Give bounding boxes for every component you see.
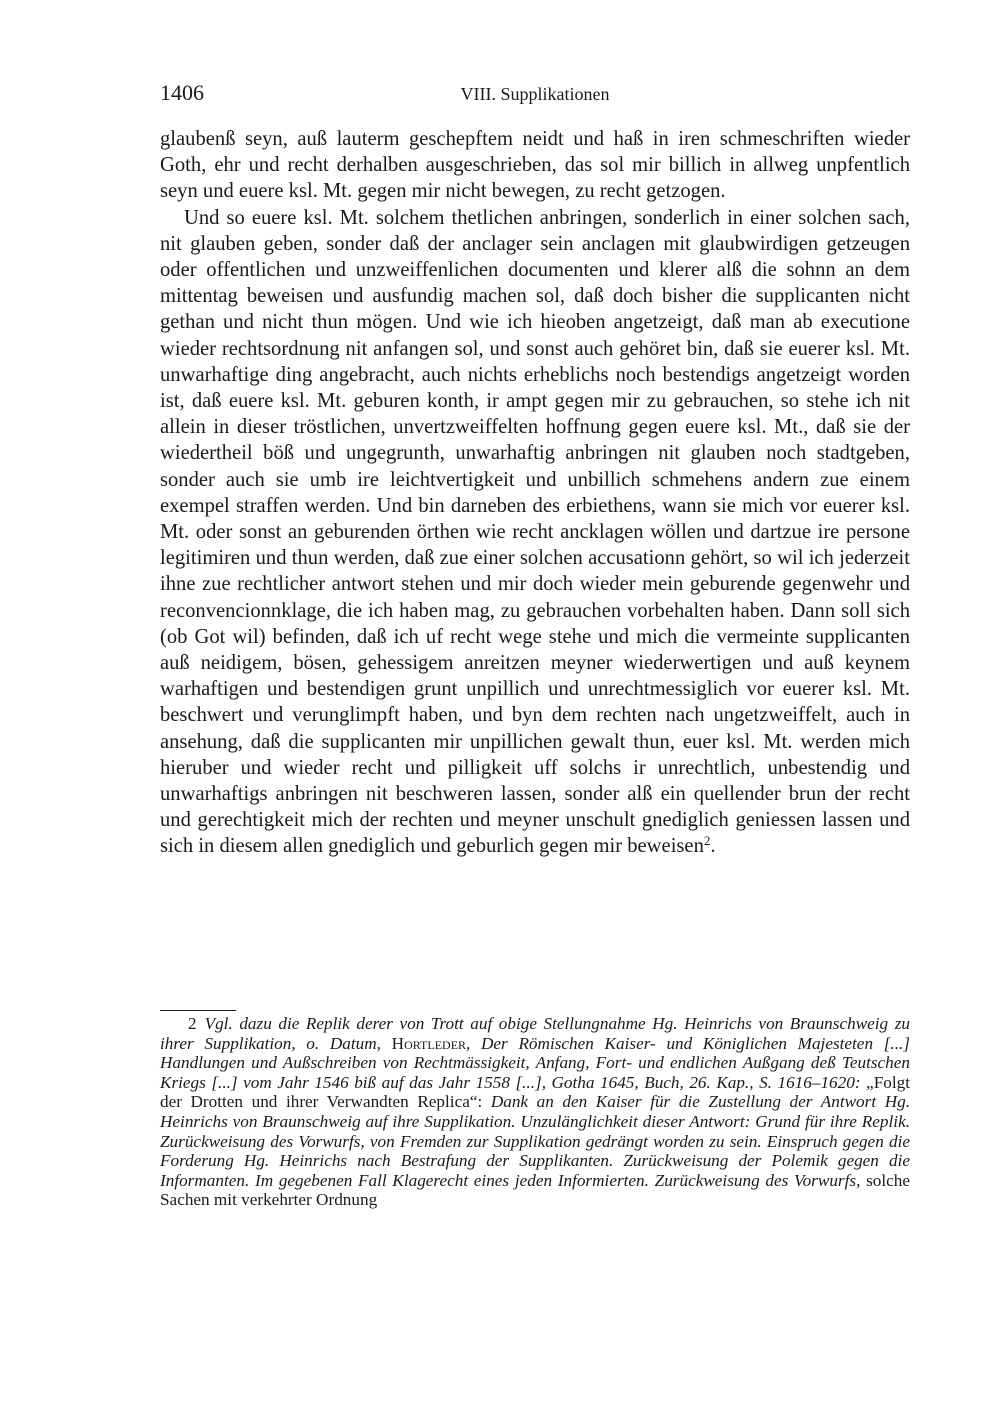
footnote-text-part4: solche Sachen mit verkehrter Ordnung xyxy=(160,1170,910,1210)
footnote-quote: „Folgt der Drotten und ihrer Verwandten Replica“: xyxy=(160,1072,910,1112)
footnotes xyxy=(160,1014,910,1210)
footnote-text-part3: Dank an den Kaiser für die Zustellung der Antwort Hg. Heinrichs von Braunschweig auf ihre Supplikation. Unzulänglichkeit dieser Antwort: Grund für ihre Replik. Zurückweisung des Vorwurfs, von Fremden zur Supplikation gedrängt worden zu sein. Einspruch gegen die Forderung Hg. Heinrichs nach Bestrafung der Supplikanten. Zurückweisung der Polemik gegen die Informanten. Im gegebenen Fall Klagerecht eines jeden Informierten. Zurückweisung des Vorwurfs, xyxy=(160,1092,910,1190)
running-head: VIII. Supplikationen xyxy=(460,84,610,104)
page-header xyxy=(160,80,910,110)
footnote-text-part2: , Der Römischen Kaiser- und Königlichen Majesteten [...] Handlungen und Außschreiben von Rechtmässigkeit, Anfang, Fort- und endlichen Außgang deß Teutschen Kriegs [...] vom Jahr 1546 biß auf das Jahr 1558 [...], Gotha 1645, Buch, 26. Kap., S. 1616–1620: xyxy=(160,1033,910,1092)
footnote-author: Hortleder xyxy=(391,1033,467,1053)
paragraph-2-text: Und so euere ksl. Mt. solchem thetlichen anbringen, sonderlich in einer solchen sach, nit glauben geben, sonder daß der anclager sein anclagen mit glaubwirdigen getzeugen oder offentlichen und unzweiffenlichen documenten und klerer alß die sohnn an dem mittentag beweisen und ausfundig machen sol, daß doch bisher die supplicanten nicht gethan und nicht thun mögen. Und wie ich hieoben angetzeigt, daß man ab executione wieder rechtsordnung nit anfangen sol, und sonst auch gehöret bin, daß sie euerer ksl. Mt. unwarhaftige ding angebracht, auch nichts erheblichs noch bestendigs angetzeigt worden ist, daß euere ksl. Mt. geburen konth, ir ampt gegen mir zu gebrauchen, so stehe ich nit allein in dieser tröstlichen, unvertzweiffelten hoffnung gegen euere ksl. Mt., daß sie der wiedertheil böß und ungegrunth, unwarhaftig anbringen nit glauben noch stadtgeben, sonder auch sie umb ire leichtvertigkeit und unbillich schmehens andern zue einem exempel straffen werden. Und bin darneben des erbiethens, wann sie mich vor euerer ksl. Mt. oder sonst an geburenden örthen wie recht ancklagen wöllen und dartzue ire persone legitimiren und thun werden, daß zue einer solchen accusationn gehört, so wil ich jederzeit ihne zue rechtlicher antwort stehen und mir doch wieder mein geburende gegenwehr und reconvencionnklage, die ich haben mag, zu gebrauchen vorbehalten haben. Dann soll sich (ob Got wil) befinden, daß ich uf recht wege stehe und mich die vermeinte supplicanten auß neidigem, bösen, gehessigem anreitzen meyner wiederwertigen und auß keynem warhaftigen und bestendigen grunt unpillich und unrechtmessiglich vor euerer ksl. Mt. beschwert und verunglimpft haben, und byn dem rechten nach ungetzweiffelt, auch in ansehung, daß die supplicanten mir unpillichen gewalt thun, euer ksl. Mt. werden mich hieruber und wieder recht und pilligkeit uff solchs ir unrechtlich, unbestendig und unwarhaftigs anbringen nit beschweren lassen, sonder alß ein quellender brun der recht und gerechtigkeit mich der rechten und meyner unschult gnediglich geniessen lassen und sich in diesem allen gnediglich und geburlich gegen mir beweisen xyxy=(160,206,910,858)
paragraph-2-period: . xyxy=(710,835,716,858)
footnote-reference[interactable]: 2 xyxy=(703,833,711,849)
footnote-divider xyxy=(160,1010,236,1011)
footnote-2 xyxy=(160,1014,910,1210)
footnote-text-part1: Vgl. dazu die Replik derer von Trott auf obige Stellungnahme Hg. Heinrichs von Braunschweig zu ihrer Supplikation, o. Datum, xyxy=(160,1014,910,1053)
paragraph-1: glaubenß seyn, auß lauterm geschepftem neidt und haß in iren schmeschriften wieder Goth, ehr und recht derhalben ausgeschrieben, das sol mir billich in allweg unpfentlich seyn und euere ksl. Mt. gegen mir nicht bewegen, zu recht getzogen. xyxy=(160,128,910,203)
main-text xyxy=(160,126,910,860)
page-number: 1406 xyxy=(160,80,204,105)
paragraph-2 xyxy=(160,205,910,860)
footnote-number: 2 xyxy=(188,1014,197,1033)
